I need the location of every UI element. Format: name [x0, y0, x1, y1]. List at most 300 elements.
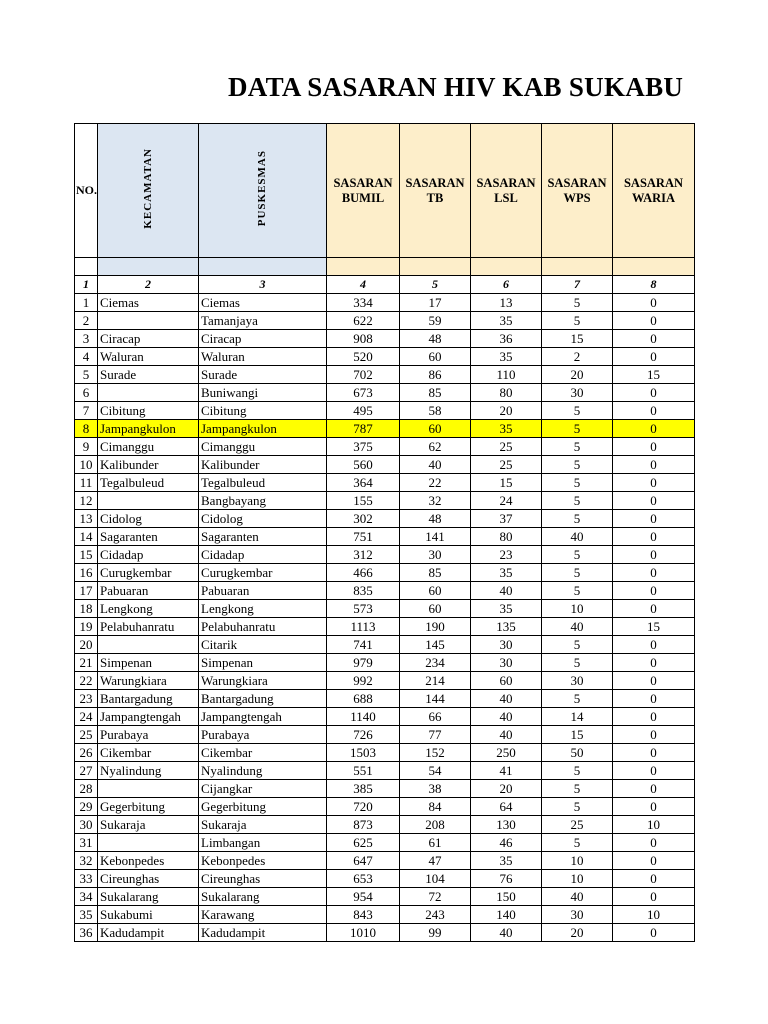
- bumil-cell: 622: [327, 312, 400, 330]
- wps-cell: 30: [542, 672, 613, 690]
- lsl-cell: 76: [471, 870, 542, 888]
- bumil-cell: 560: [327, 456, 400, 474]
- kecamatan-cell: Sukaraja: [98, 816, 199, 834]
- wps-cell: 5: [542, 294, 613, 312]
- table-row: [75, 708, 695, 726]
- table-row: [75, 474, 695, 492]
- header-lsl: SASARAN LSL: [471, 124, 542, 258]
- header-puskesmas-label: PUSKESMAS: [256, 150, 268, 227]
- table-row: [75, 528, 695, 546]
- waria-cell: 0: [613, 420, 695, 438]
- header-puskesmas: [199, 124, 327, 258]
- waria-cell: 0: [613, 798, 695, 816]
- bumil-cell: 302: [327, 510, 400, 528]
- wps-cell: 5: [542, 564, 613, 582]
- kecamatan-cell: [98, 312, 199, 330]
- wps-cell: 5: [542, 456, 613, 474]
- bumil-cell: 625: [327, 834, 400, 852]
- wps-cell: 30: [542, 384, 613, 402]
- wps-cell: 5: [542, 780, 613, 798]
- tb-cell: 47: [400, 852, 471, 870]
- puskesmas-cell: Nyalindung: [199, 762, 327, 780]
- tb-cell: 104: [400, 870, 471, 888]
- bumil-cell: 979: [327, 654, 400, 672]
- kecamatan-cell: Cidolog: [98, 510, 199, 528]
- puskesmas-cell: Kalibunder: [199, 456, 327, 474]
- puskesmas-cell: Curugkembar: [199, 564, 327, 582]
- tb-cell: 190: [400, 618, 471, 636]
- wps-cell: 5: [542, 654, 613, 672]
- table-row: [75, 762, 695, 780]
- waria-cell: 0: [613, 744, 695, 762]
- kecamatan-cell: Kalibunder: [98, 456, 199, 474]
- bumil-cell: 364: [327, 474, 400, 492]
- kecamatan-cell: Jampangtengah: [98, 708, 199, 726]
- kecamatan-cell: Curugkembar: [98, 564, 199, 582]
- lsl-cell: 36: [471, 330, 542, 348]
- puskesmas-cell: Sukalarang: [199, 888, 327, 906]
- tb-cell: 30: [400, 546, 471, 564]
- lsl-cell: 25: [471, 456, 542, 474]
- wps-cell: 5: [542, 690, 613, 708]
- page-title: DATA SASARAN HIV KAB SUKABU: [228, 72, 684, 102]
- kecamatan-cell: Ciracap: [98, 330, 199, 348]
- bumil-cell: 843: [327, 906, 400, 924]
- kecamatan-cell: Cireunghas: [98, 870, 199, 888]
- lsl-cell: 80: [471, 528, 542, 546]
- waria-cell: 0: [613, 600, 695, 618]
- wps-cell: 5: [542, 492, 613, 510]
- puskesmas-cell: Ciemas: [199, 294, 327, 312]
- tb-cell: 22: [400, 474, 471, 492]
- row-number: 28: [75, 780, 98, 798]
- bumil-cell: 520: [327, 348, 400, 366]
- header-kecamatan: [98, 124, 199, 258]
- bumil-cell: 688: [327, 690, 400, 708]
- waria-cell: 0: [613, 294, 695, 312]
- column-number: 8: [613, 276, 695, 294]
- tb-cell: 40: [400, 456, 471, 474]
- waria-cell: 0: [613, 348, 695, 366]
- row-number: 25: [75, 726, 98, 744]
- header-tb: SASARAN TB: [400, 124, 471, 258]
- wps-cell: 5: [542, 402, 613, 420]
- wps-cell: 30: [542, 906, 613, 924]
- waria-cell: 0: [613, 834, 695, 852]
- bumil-cell: 751: [327, 528, 400, 546]
- waria-cell: 0: [613, 672, 695, 690]
- waria-cell: 0: [613, 924, 695, 942]
- kecamatan-cell: [98, 384, 199, 402]
- row-number: 5: [75, 366, 98, 384]
- lsl-cell: 23: [471, 546, 542, 564]
- bumil-cell: 573: [327, 600, 400, 618]
- puskesmas-cell: Tegalbuleud: [199, 474, 327, 492]
- header-spacer-row: [75, 258, 695, 276]
- kecamatan-cell: Kadudampit: [98, 924, 199, 942]
- lsl-cell: 46: [471, 834, 542, 852]
- puskesmas-cell: Lengkong: [199, 600, 327, 618]
- wps-cell: 5: [542, 312, 613, 330]
- wps-cell: 50: [542, 744, 613, 762]
- lsl-cell: 24: [471, 492, 542, 510]
- bumil-cell: 908: [327, 330, 400, 348]
- row-number: 27: [75, 762, 98, 780]
- puskesmas-cell: Bantargadung: [199, 690, 327, 708]
- bumil-cell: 720: [327, 798, 400, 816]
- puskesmas-cell: Pabuaran: [199, 582, 327, 600]
- wps-cell: 5: [542, 798, 613, 816]
- puskesmas-cell: Kadudampit: [199, 924, 327, 942]
- table-row: [75, 312, 695, 330]
- kecamatan-cell: Cikembar: [98, 744, 199, 762]
- tb-cell: 60: [400, 582, 471, 600]
- kecamatan-cell: Gegerbitung: [98, 798, 199, 816]
- lsl-cell: 35: [471, 312, 542, 330]
- lsl-cell: 40: [471, 708, 542, 726]
- table-row: [75, 438, 695, 456]
- data-table: [74, 123, 695, 942]
- spacer-cell: [327, 258, 400, 276]
- spacer-cell: [75, 258, 98, 276]
- wps-cell: 5: [542, 438, 613, 456]
- row-number: 20: [75, 636, 98, 654]
- puskesmas-cell: Limbangan: [199, 834, 327, 852]
- bumil-cell: 741: [327, 636, 400, 654]
- waria-cell: 0: [613, 636, 695, 654]
- kecamatan-cell: Pelabuhanratu: [98, 618, 199, 636]
- waria-cell: 0: [613, 564, 695, 582]
- tb-cell: 32: [400, 492, 471, 510]
- kecamatan-cell: Bantargadung: [98, 690, 199, 708]
- wps-cell: 5: [542, 762, 613, 780]
- tb-cell: 48: [400, 510, 471, 528]
- column-number: 3: [199, 276, 327, 294]
- waria-cell: 0: [613, 870, 695, 888]
- puskesmas-cell: Gegerbitung: [199, 798, 327, 816]
- tb-cell: 86: [400, 366, 471, 384]
- table-row: [75, 330, 695, 348]
- kecamatan-cell: [98, 492, 199, 510]
- bumil-cell: 312: [327, 546, 400, 564]
- spacer-cell: [400, 258, 471, 276]
- table-row: [75, 366, 695, 384]
- table-row: [75, 870, 695, 888]
- row-number: 24: [75, 708, 98, 726]
- wps-cell: 20: [542, 924, 613, 942]
- row-number: 2: [75, 312, 98, 330]
- kecamatan-cell: Kebonpedes: [98, 852, 199, 870]
- row-number: 8: [75, 420, 98, 438]
- wps-cell: 40: [542, 528, 613, 546]
- kecamatan-cell: [98, 780, 199, 798]
- tb-cell: 152: [400, 744, 471, 762]
- bumil-cell: 673: [327, 384, 400, 402]
- row-number: 26: [75, 744, 98, 762]
- bumil-cell: 375: [327, 438, 400, 456]
- lsl-cell: 41: [471, 762, 542, 780]
- column-number: 1: [75, 276, 98, 294]
- row-number: 18: [75, 600, 98, 618]
- table-row: [75, 672, 695, 690]
- waria-cell: 10: [613, 816, 695, 834]
- table-row: [75, 546, 695, 564]
- tb-cell: 84: [400, 798, 471, 816]
- kecamatan-cell: Sagaranten: [98, 528, 199, 546]
- waria-cell: 0: [613, 456, 695, 474]
- puskesmas-cell: Bangbayang: [199, 492, 327, 510]
- waria-cell: 0: [613, 852, 695, 870]
- lsl-cell: 110: [471, 366, 542, 384]
- lsl-cell: 35: [471, 600, 542, 618]
- row-number: 14: [75, 528, 98, 546]
- kecamatan-cell: Tegalbuleud: [98, 474, 199, 492]
- waria-cell: 0: [613, 312, 695, 330]
- lsl-cell: 40: [471, 726, 542, 744]
- lsl-cell: 13: [471, 294, 542, 312]
- tb-cell: 60: [400, 348, 471, 366]
- tb-cell: 77: [400, 726, 471, 744]
- kecamatan-cell: Lengkong: [98, 600, 199, 618]
- table-row: [75, 798, 695, 816]
- table-row: [75, 564, 695, 582]
- kecamatan-cell: Purabaya: [98, 726, 199, 744]
- puskesmas-cell: Cikembar: [199, 744, 327, 762]
- column-number: 2: [98, 276, 199, 294]
- wps-cell: 5: [542, 420, 613, 438]
- tb-cell: 60: [400, 600, 471, 618]
- bumil-cell: 653: [327, 870, 400, 888]
- tb-cell: 99: [400, 924, 471, 942]
- wps-cell: 15: [542, 726, 613, 744]
- waria-cell: 0: [613, 402, 695, 420]
- lsl-cell: 30: [471, 654, 542, 672]
- column-number: 4: [327, 276, 400, 294]
- tb-cell: 61: [400, 834, 471, 852]
- lsl-cell: 80: [471, 384, 542, 402]
- kecamatan-cell: [98, 834, 199, 852]
- wps-cell: 5: [542, 834, 613, 852]
- lsl-cell: 35: [471, 852, 542, 870]
- bumil-cell: 495: [327, 402, 400, 420]
- puskesmas-cell: Pelabuhanratu: [199, 618, 327, 636]
- lsl-cell: 250: [471, 744, 542, 762]
- table-row: [75, 816, 695, 834]
- row-number: 9: [75, 438, 98, 456]
- waria-cell: 0: [613, 510, 695, 528]
- header-kecamatan-label: KECAMATAN: [141, 148, 154, 229]
- row-number: 11: [75, 474, 98, 492]
- tb-cell: 59: [400, 312, 471, 330]
- table-row: [75, 780, 695, 798]
- kecamatan-cell: Pabuaran: [98, 582, 199, 600]
- table-row: [75, 690, 695, 708]
- tb-cell: 145: [400, 636, 471, 654]
- waria-cell: 0: [613, 708, 695, 726]
- tb-cell: 234: [400, 654, 471, 672]
- kecamatan-cell: Warungkiara: [98, 672, 199, 690]
- header-bumil: SASARAN BUMIL: [327, 124, 400, 258]
- wps-cell: 14: [542, 708, 613, 726]
- lsl-cell: 40: [471, 690, 542, 708]
- waria-cell: 0: [613, 330, 695, 348]
- tb-cell: 38: [400, 780, 471, 798]
- kecamatan-cell: Sukalarang: [98, 888, 199, 906]
- table-row: [75, 906, 695, 924]
- lsl-cell: 130: [471, 816, 542, 834]
- tb-cell: 54: [400, 762, 471, 780]
- wps-cell: 10: [542, 600, 613, 618]
- table-row: [75, 888, 695, 906]
- row-number: 7: [75, 402, 98, 420]
- row-number: 1: [75, 294, 98, 312]
- waria-cell: 0: [613, 384, 695, 402]
- spacer-cell: [471, 258, 542, 276]
- wps-cell: 20: [542, 366, 613, 384]
- spacer-cell: [98, 258, 199, 276]
- puskesmas-cell: Buniwangi: [199, 384, 327, 402]
- spacer-cell: [613, 258, 695, 276]
- row-number: 13: [75, 510, 98, 528]
- spacer-cell: [199, 258, 327, 276]
- column-number-row: [75, 276, 695, 294]
- puskesmas-cell: Cidadap: [199, 546, 327, 564]
- puskesmas-cell: Jampangtengah: [199, 708, 327, 726]
- row-number: 17: [75, 582, 98, 600]
- kecamatan-cell: Sukabumi: [98, 906, 199, 924]
- bumil-cell: 155: [327, 492, 400, 510]
- wps-cell: 40: [542, 618, 613, 636]
- waria-cell: 15: [613, 618, 695, 636]
- row-number: 12: [75, 492, 98, 510]
- bumil-cell: 787: [327, 420, 400, 438]
- puskesmas-cell: Kebonpedes: [199, 852, 327, 870]
- puskesmas-cell: Citarik: [199, 636, 327, 654]
- tb-cell: 62: [400, 438, 471, 456]
- table-row: [75, 510, 695, 528]
- kecamatan-cell: Simpenan: [98, 654, 199, 672]
- row-number: 29: [75, 798, 98, 816]
- row-number: 4: [75, 348, 98, 366]
- lsl-cell: 35: [471, 348, 542, 366]
- waria-cell: 0: [613, 582, 695, 600]
- puskesmas-cell: Sukaraja: [199, 816, 327, 834]
- waria-cell: 10: [613, 906, 695, 924]
- puskesmas-cell: Waluran: [199, 348, 327, 366]
- kecamatan-cell: Surade: [98, 366, 199, 384]
- waria-cell: 0: [613, 546, 695, 564]
- wps-cell: 2: [542, 348, 613, 366]
- bumil-cell: 551: [327, 762, 400, 780]
- row-number: 6: [75, 384, 98, 402]
- tb-cell: 48: [400, 330, 471, 348]
- bumil-cell: 466: [327, 564, 400, 582]
- bumil-cell: 992: [327, 672, 400, 690]
- table-row: [75, 636, 695, 654]
- table-row: [75, 384, 695, 402]
- row-number: 19: [75, 618, 98, 636]
- lsl-cell: 140: [471, 906, 542, 924]
- puskesmas-cell: Purabaya: [199, 726, 327, 744]
- bumil-cell: 873: [327, 816, 400, 834]
- row-number: 10: [75, 456, 98, 474]
- lsl-cell: 60: [471, 672, 542, 690]
- kecamatan-cell: Cibitung: [98, 402, 199, 420]
- header-wps: SASARAN WPS: [542, 124, 613, 258]
- header-no: NO.: [75, 124, 98, 258]
- waria-cell: 0: [613, 780, 695, 798]
- wps-cell: 5: [542, 582, 613, 600]
- waria-cell: 0: [613, 726, 695, 744]
- bumil-cell: 954: [327, 888, 400, 906]
- table-row: [75, 618, 695, 636]
- table-row: [75, 402, 695, 420]
- tb-cell: 72: [400, 888, 471, 906]
- row-number: 33: [75, 870, 98, 888]
- puskesmas-cell: Warungkiara: [199, 672, 327, 690]
- table-row: [75, 654, 695, 672]
- kecamatan-cell: Nyalindung: [98, 762, 199, 780]
- row-number: 35: [75, 906, 98, 924]
- column-number: 7: [542, 276, 613, 294]
- bumil-cell: 1503: [327, 744, 400, 762]
- row-number: 36: [75, 924, 98, 942]
- lsl-cell: 25: [471, 438, 542, 456]
- bumil-cell: 1113: [327, 618, 400, 636]
- tb-cell: 66: [400, 708, 471, 726]
- wps-cell: 25: [542, 816, 613, 834]
- column-number: 6: [471, 276, 542, 294]
- puskesmas-cell: Jampangkulon: [199, 420, 327, 438]
- wps-cell: 5: [542, 510, 613, 528]
- tb-cell: 144: [400, 690, 471, 708]
- puskesmas-cell: Ciracap: [199, 330, 327, 348]
- row-number: 3: [75, 330, 98, 348]
- waria-cell: 0: [613, 438, 695, 456]
- row-number: 30: [75, 816, 98, 834]
- kecamatan-cell: Jampangkulon: [98, 420, 199, 438]
- lsl-cell: 40: [471, 582, 542, 600]
- bumil-cell: 385: [327, 780, 400, 798]
- row-number: 32: [75, 852, 98, 870]
- column-number: 5: [400, 276, 471, 294]
- wps-cell: 5: [542, 474, 613, 492]
- bumil-cell: 835: [327, 582, 400, 600]
- table-row: [75, 420, 695, 438]
- puskesmas-cell: Simpenan: [199, 654, 327, 672]
- row-number: 23: [75, 690, 98, 708]
- tb-cell: 141: [400, 528, 471, 546]
- table-row: [75, 582, 695, 600]
- row-number: 15: [75, 546, 98, 564]
- wps-cell: 15: [542, 330, 613, 348]
- row-number: 34: [75, 888, 98, 906]
- lsl-cell: 20: [471, 780, 542, 798]
- bumil-cell: 726: [327, 726, 400, 744]
- lsl-cell: 150: [471, 888, 542, 906]
- waria-cell: 0: [613, 654, 695, 672]
- table-row: [75, 924, 695, 942]
- table-row: [75, 744, 695, 762]
- tb-cell: 60: [400, 420, 471, 438]
- puskesmas-cell: Karawang: [199, 906, 327, 924]
- puskesmas-cell: Cijangkar: [199, 780, 327, 798]
- waria-cell: 0: [613, 492, 695, 510]
- puskesmas-cell: Cibitung: [199, 402, 327, 420]
- puskesmas-cell: Cidolog: [199, 510, 327, 528]
- kecamatan-cell: Waluran: [98, 348, 199, 366]
- kecamatan-cell: Cidadap: [98, 546, 199, 564]
